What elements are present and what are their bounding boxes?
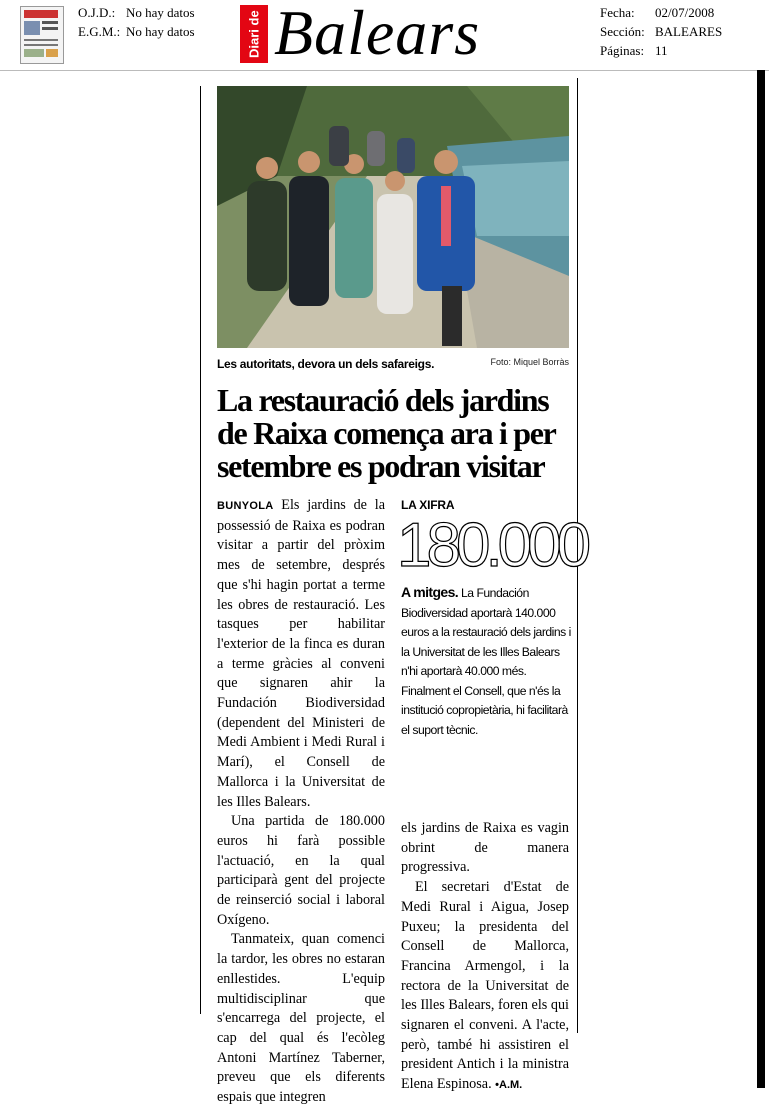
author-signature: •A.M. (495, 1079, 523, 1092)
caption-text: Les autoritats, devora un dels safareigs. (217, 357, 435, 371)
date-value: 02/07/2008 (655, 5, 715, 20)
body-paragraph: El secretari d'Estat de Medi Rural i Aigua, Josep Puxeu; la presidenta del Consell de Mallorca, Francina Armengol, i la rectora de la Universitat de les Illes Balears, foren els qui signaren el conveni. A l'acte, però, també hi assistiren el president Antich i la ministra Elena Espinosa. •A.M. (401, 879, 569, 1093)
logo-name: Balears (274, 0, 481, 68)
dateline: BUNYOLA (217, 500, 274, 512)
article-photo (217, 86, 569, 348)
article-headline: La restauració dels jardins de Raixa comença ara i per setembre es podran visitar (217, 382, 555, 484)
section-value: BALEARES (655, 24, 723, 39)
sidebar-kicker: A mitges. (401, 584, 459, 600)
ojd-value: No hay datos (126, 5, 195, 20)
page-edge-bar (757, 70, 765, 1088)
pages-label: Páginas: (600, 43, 645, 58)
body-paragraph: BUNYOLA Els jardins de la possessió de Raixa es podran visitar a partir del pròxim mes de setembre, després que s'hi hagin portat a terme les obres de restauració. Les tasques per habilitar l'exterior de la finca es duran a terme gràcies al conveni que signaren ahir la Fundación Biodiversidad (dependent del Ministeri de Medi Ambient i Medi Rural i Marí), el Consell de Mallorca i la Universitat de les Illes Balears. (217, 497, 385, 810)
pages-value: 11 (655, 43, 668, 58)
body-column-2 (401, 819, 569, 1096)
date-label: Fecha: (600, 5, 635, 20)
header-divider (0, 70, 769, 71)
sidebar-figure: 180.000 (397, 511, 587, 580)
body-paragraph: Tanmateix, quan comenci la tardor, les obres no estaran enllestides. L'equip multidisciplinar que s'encarrega del projecte, el cap del qual és l'ecòleg Antoni Martínez Taberner, preveu que els diferents espais que integren (217, 931, 385, 1106)
section-label: Sección: (600, 24, 645, 39)
page-thumbnail (20, 6, 64, 64)
body-column-1 (217, 496, 385, 1108)
body-paragraph: Una partida de 180.000 euros hi farà possible l'actuació, en la qual participarà gent del projecte de reinserció social i laboral Oxígeno. (217, 813, 385, 928)
photo-credit: Foto: Miquel Borràs (490, 357, 569, 367)
egm-label: E.G.M.: (78, 24, 121, 39)
publication-info (600, 3, 722, 60)
column-rule-left (200, 86, 201, 1014)
body-paragraph: els jardins de Raixa es vagin obrint de manera progressiva. (401, 820, 569, 876)
sidebar-label: LA XIFRA (401, 498, 455, 512)
media-metrics (78, 3, 195, 41)
logo-tag: Diari de (240, 5, 268, 63)
egm-value: No hay datos (126, 24, 195, 39)
sidebar-text: A mitges. La Fundación Biodiversidad aportarà 140.000 euros a la restauració dels jardins i la Universitat de les Illes Balears n'hi aportarà 40.000 més. Finalment el Consell, que n'és la institució copropietària, hi facilitarà el suport tècnic. (401, 584, 571, 737)
photo-caption (217, 355, 569, 373)
ojd-label: O.J.D.: (78, 5, 116, 20)
